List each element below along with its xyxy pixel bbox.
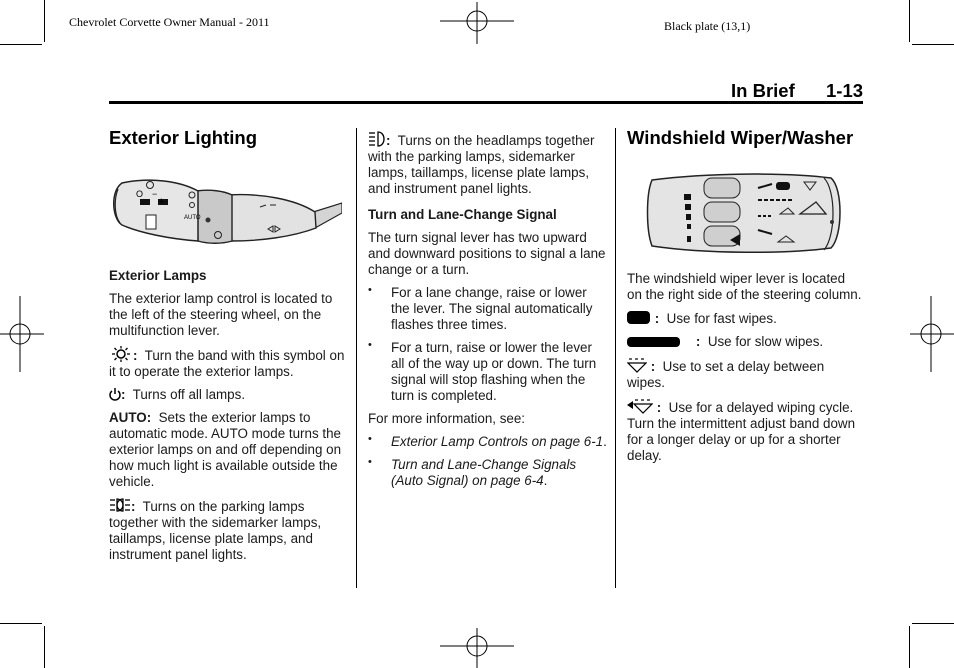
- fast-wipe-icon: [627, 310, 651, 325]
- crop-mark: [0, 44, 42, 45]
- header-rule: [109, 101, 863, 104]
- wiper-item-delay: : Use to set a delay between wipes.: [627, 359, 825, 390]
- delay-adjust-icon: [627, 398, 653, 414]
- manual-title: Chevrolet Corvette Owner Manual - 2011: [69, 15, 270, 29]
- exterior-lamps-subheading: Exterior Lamps: [109, 268, 207, 283]
- column-divider: [356, 128, 357, 588]
- power-off-icon: [109, 387, 121, 401]
- crop-mark: [909, 0, 910, 42]
- lamp-item-parking: : Turns on the parking lamps together with the sidemarker lamps, taillamps, license plate lamps, and instrument panel lights.: [109, 499, 322, 562]
- reference-link[interactable]: • Exterior Lamp Controls on page 6-1.: [368, 433, 607, 449]
- parking-lamp-icon: [109, 497, 131, 513]
- delay-wipe-icon: [627, 357, 647, 373]
- auto-label: AUTO: [184, 215, 201, 221]
- reference-link[interactable]: • Turn and Lane-Change Signals (Auto Signal) on page 6-4.: [368, 456, 577, 488]
- wiper-item-slow: : Use for slow wipes.: [627, 334, 863, 350]
- turn-signal-intro: The turn signal lever has two upward and downward positions to signal a lane change or a turn.: [368, 230, 606, 277]
- lamp-item-symbol: : Turn the band with this symbol on it to operate the exterior lamps.: [109, 348, 345, 379]
- wiper-item-fast: : Use for fast wipes.: [627, 310, 863, 327]
- off-symbol-label: O: [136, 189, 144, 199]
- headlamp-icon: [368, 131, 386, 147]
- lamp-item-off: : Turns off all lamps.: [109, 387, 345, 403]
- column-divider: [615, 128, 616, 588]
- plate-label: Black plate (13,1): [664, 19, 751, 33]
- bullet-item: • For a turn, raise or lower the lever all of the way up or down. The turn signal will stop flashing when the turn is completed.: [368, 339, 597, 403]
- exterior-lamps-intro: The exterior lamp control is located to the left of the steering wheel, on the multifunction lever.: [109, 291, 333, 338]
- more-info-label: For more information, see:: [368, 411, 526, 426]
- section-title: In Brief: [731, 80, 795, 101]
- slow-wipe-icon: [627, 336, 681, 348]
- crop-mark: [0, 623, 42, 624]
- wiper-washer-title: Windshield Wiper/Washer: [627, 127, 854, 148]
- minus-label: −: [152, 189, 158, 199]
- exterior-lighting-title: Exterior Lighting: [109, 127, 257, 148]
- plus-label: +: [158, 196, 165, 208]
- crop-mark: [44, 0, 45, 42]
- registration-mark-bottom: [440, 628, 516, 668]
- exterior-lamp-lever-figure: [110, 175, 342, 247]
- crop-mark: [912, 44, 954, 45]
- bullet-item: • For a lane change, raise or lower the lever. The signal automatically flashes three times.: [368, 284, 593, 332]
- page-number: 1-13: [826, 80, 864, 101]
- crop-mark: [909, 626, 910, 668]
- crop-mark: [912, 623, 954, 624]
- headlamp-item: : Turns on the headlamps together with the parking lamps, sidemarker lamps, taillamps, license plate lamps, and instrument panel lights.: [368, 133, 595, 196]
- registration-mark-right: [910, 296, 954, 372]
- turn-signal-subheading: Turn and Lane-Change Signal: [368, 207, 557, 222]
- registration-mark-top: [440, 2, 516, 44]
- wiper-item-adjust: : Use for a delayed wiping cycle. Turn the intermittent adjust band down for a longer delay or up for a shorter delay.: [627, 400, 856, 463]
- wiper-intro: The windshield wiper lever is located on the right side of the steering column.: [627, 271, 862, 302]
- exterior-lamp-icon: [109, 346, 133, 362]
- crop-mark: [44, 626, 45, 668]
- lamp-item-auto: AUTO: Sets the exterior lamps to automatic mode. AUTO mode turns the exterior lamps on and off depending on how much light is available outside the vehicle.: [109, 410, 342, 489]
- wiper-lever-figure: [646, 170, 844, 256]
- registration-mark-left: [0, 296, 44, 372]
